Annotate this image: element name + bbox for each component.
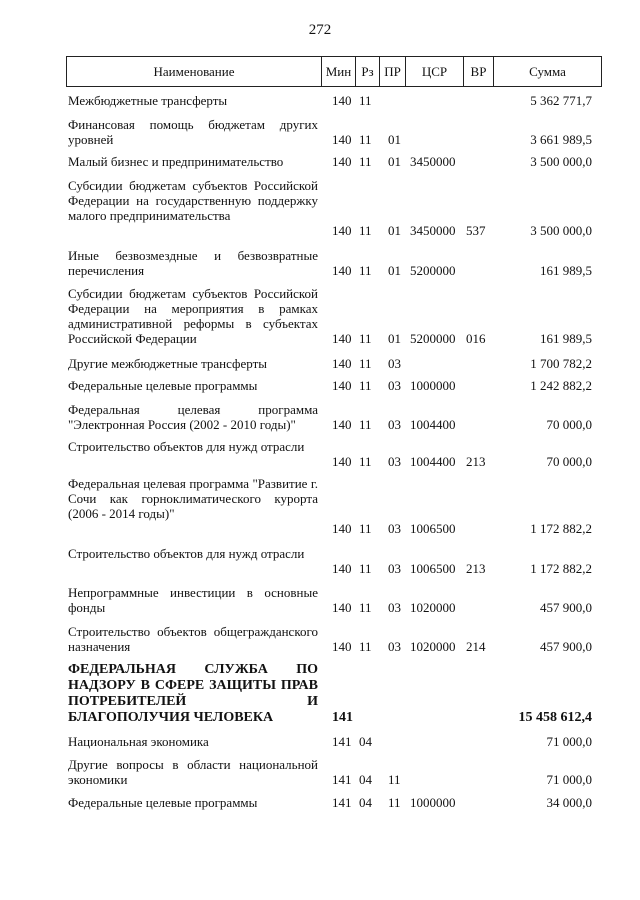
row-csr: 1006500	[410, 561, 456, 576]
row-name: Субсидии бюджетам субъектов Российской Федерации на мероприятия в рамках административной реформы в субъектах Российской Федерации	[68, 286, 318, 346]
row-sum: 34 000,0	[546, 795, 592, 810]
row-rz: 11	[359, 93, 372, 108]
row-sum: 457 900,0	[540, 600, 592, 615]
row-name: Непрограммные инвестиции в основные фонды	[68, 585, 318, 615]
row-rz: 11	[359, 154, 372, 169]
row-csr: 5200000	[410, 263, 456, 278]
row-sum: 3 661 989,5	[530, 132, 592, 147]
row-min: 140	[332, 223, 352, 238]
row-pr: 03	[388, 356, 401, 371]
row-pr: 11	[388, 795, 401, 810]
row-rz: 11	[359, 521, 372, 536]
row-name: Иные безвозмездные и безвозвратные перечисления	[68, 248, 318, 278]
row-csr: 5200000	[410, 331, 456, 346]
row-min: 141	[332, 710, 353, 725]
row-csr: 3450000	[410, 223, 456, 238]
row-sum: 70 000,0	[546, 417, 592, 432]
row-min: 140	[332, 561, 352, 576]
row-name: Строительство объектов общегражданского назначения	[68, 624, 318, 654]
row-vr: 214	[466, 639, 486, 654]
header-sum: Сумма	[493, 57, 601, 86]
row-name: Малый бизнес и предпринимательство	[68, 154, 284, 169]
row-rz: 11	[359, 561, 372, 576]
row-sum: 15 458 612,4	[518, 710, 592, 725]
row-sum: 1 242 882,2	[530, 378, 592, 393]
row-csr: 1000000	[410, 795, 456, 810]
row-name: Строительство объектов для нужд отрасли	[68, 546, 305, 561]
row-min: 140	[332, 521, 352, 536]
row-sum: 161 989,5	[540, 263, 592, 278]
row-rz: 11	[359, 454, 372, 469]
row-pr: 03	[388, 521, 401, 536]
row-pr: 03	[388, 378, 401, 393]
row-pr: 01	[388, 223, 401, 238]
row-min: 140	[332, 639, 352, 654]
header-vr: ВР	[463, 57, 493, 86]
row-sum: 1 172 882,2	[530, 521, 592, 536]
row-name: Строительство объектов для нужд отрасли	[68, 439, 305, 454]
row-name: Федеральная целевая программа "Электронная Россия (2002 - 2010 годы)"	[68, 402, 318, 432]
row-rz: 04	[359, 734, 372, 749]
row-pr: 01	[388, 154, 401, 169]
row-pr: 01	[388, 331, 401, 346]
row-name: Федеральные целевые программы	[68, 378, 258, 393]
row-vr: 016	[466, 331, 486, 346]
table-header	[66, 56, 602, 87]
row-min: 140	[332, 263, 352, 278]
row-vr: 213	[466, 454, 486, 469]
row-rz: 11	[359, 223, 372, 238]
row-sum: 1 700 782,2	[530, 356, 592, 371]
row-sum: 3 500 000,0	[530, 223, 592, 238]
row-csr: 1004400	[410, 417, 456, 432]
row-min: 141	[332, 772, 352, 787]
row-name: ФЕДЕРАЛЬНАЯ СЛУЖБА ПО НАДЗОРУ В СФЕРЕ ЗАЩИТЫ ПРАВ ПОТРЕБИТЕЛЕЙ И БЛАГОПОЛУЧИЯ ЧЕЛОВЕКА	[68, 662, 318, 725]
header-csr: ЦСР	[405, 57, 463, 86]
row-min: 140	[332, 454, 352, 469]
row-name: Межбюджетные трансферты	[68, 93, 228, 108]
row-min: 140	[332, 132, 352, 147]
row-min: 140	[332, 378, 352, 393]
row-rz: 11	[359, 417, 372, 432]
row-min: 140	[332, 417, 352, 432]
header-min: Мин	[321, 57, 355, 86]
row-pr: 03	[388, 417, 401, 432]
header-rz: Рз	[355, 57, 379, 86]
row-csr: 1000000	[410, 378, 456, 393]
row-min: 141	[332, 734, 352, 749]
row-rz: 04	[359, 772, 372, 787]
row-rz: 11	[359, 378, 372, 393]
row-sum: 457 900,0	[540, 639, 592, 654]
row-rz: 11	[359, 263, 372, 278]
row-vr: 537	[466, 223, 486, 238]
row-pr: 03	[388, 639, 401, 654]
row-rz: 11	[359, 639, 372, 654]
row-rz: 11	[359, 132, 372, 147]
row-csr: 1006500	[410, 521, 456, 536]
row-min: 140	[332, 93, 352, 108]
row-pr: 03	[388, 561, 401, 576]
row-csr: 1020000	[410, 600, 456, 615]
row-pr: 11	[388, 772, 401, 787]
row-sum: 71 000,0	[546, 772, 592, 787]
row-sum: 1 172 882,2	[530, 561, 592, 576]
row-min: 140	[332, 154, 352, 169]
row-vr: 213	[466, 561, 486, 576]
row-min: 140	[332, 356, 352, 371]
row-min: 140	[332, 331, 352, 346]
header-name: Наименование	[153, 64, 235, 79]
row-csr: 1020000	[410, 639, 456, 654]
row-rz: 11	[359, 600, 372, 615]
row-pr: 03	[388, 600, 401, 615]
page-number: 272	[308, 22, 332, 38]
row-sum: 161 989,5	[540, 331, 592, 346]
row-min: 140	[332, 600, 352, 615]
row-rz: 11	[359, 356, 372, 371]
row-sum: 71 000,0	[546, 734, 592, 749]
row-name: Другие вопросы в области национальной экономики	[68, 757, 318, 787]
row-name: Субсидии бюджетам субъектов Российской Федерации на государственную поддержку малого предпринимательства	[68, 178, 318, 223]
row-rz: 11	[359, 331, 372, 346]
row-rz: 04	[359, 795, 372, 810]
row-name: Финансовая помощь бюджетам других уровней	[68, 117, 318, 147]
row-csr: 1004400	[410, 454, 456, 469]
row-sum: 3 500 000,0	[530, 154, 592, 169]
header-pr: ПР	[379, 57, 405, 86]
row-pr: 03	[388, 454, 401, 469]
row-name: Федеральные целевые программы	[68, 795, 258, 810]
row-pr: 01	[388, 263, 401, 278]
row-name: Национальная экономика	[68, 734, 209, 749]
row-pr: 01	[388, 132, 401, 147]
row-min: 141	[332, 795, 352, 810]
row-sum: 5 362 771,7	[530, 93, 592, 108]
row-name: Федеральная целевая программа "Развитие г. Сочи как горноклиматического курорта (2006 - 2014 годы)"	[68, 476, 318, 521]
row-name: Другие межбюджетные трансферты	[68, 356, 267, 371]
row-sum: 70 000,0	[546, 454, 592, 469]
row-csr: 3450000	[410, 154, 456, 169]
